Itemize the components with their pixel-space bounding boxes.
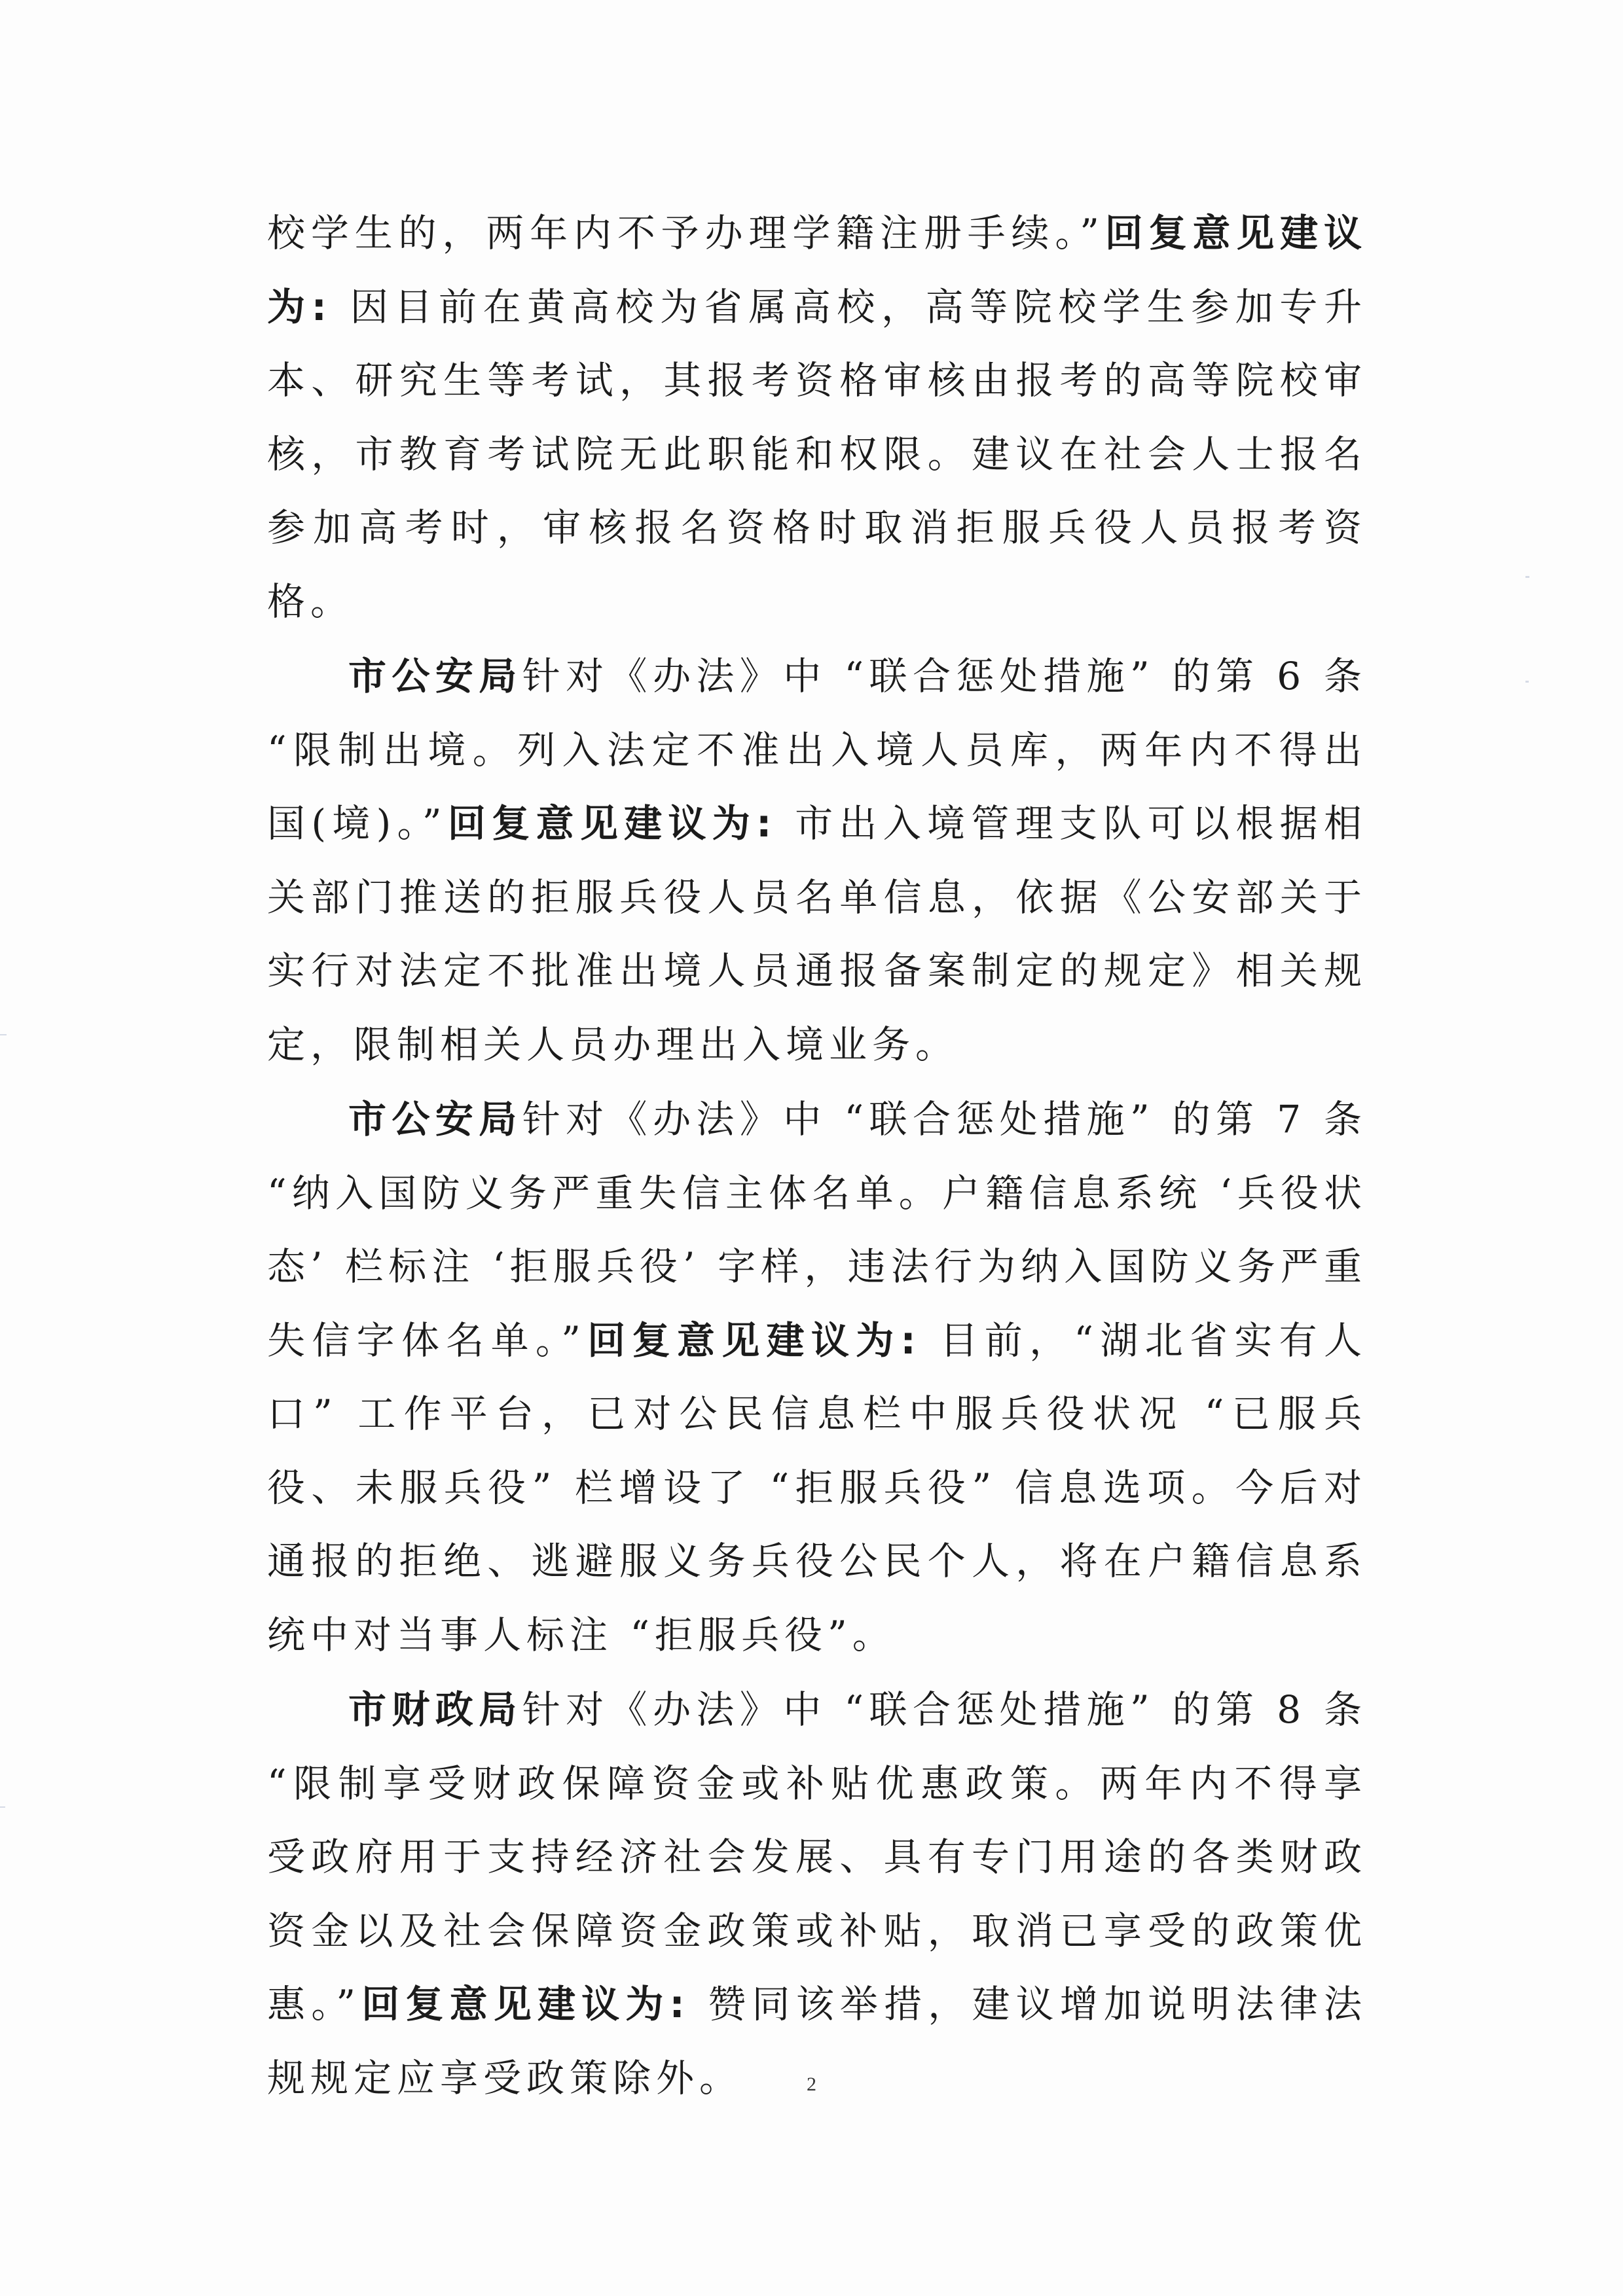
scan-mark-bottom-left bbox=[0, 1806, 5, 1808]
paragraph-4-run-4: 赞同该举措，建议增加说明法律法规规定应享受政策除外。 bbox=[267, 1982, 1367, 2100]
page-number: 2 bbox=[807, 2073, 816, 2095]
paragraph-4 bbox=[267, 1673, 1367, 2115]
paragraph-4-run-2: 针对《办法》中 “联合惩处措施” 的第 8 条 “限制享受财政保障资金或补贴优惠政策。两年内不得享受政府用于支持经济社会发展、具有专门用途的各类财政资金以及社会保障资金政策或补贴，取消已享受的政策优惠。” bbox=[267, 1687, 1367, 2026]
scan-mark-left bbox=[0, 1034, 7, 1035]
paragraph-1-run-3: 因目前在黄高校为省属高校，高等院校学生参加专升本、研究生等考试，其报考资格审核由报考的高等院校审核，市教育考试院无此职能和权限。建议在社会人士报名参加高考时，审核报名资格时取消拒服兵役人员报考资格。 bbox=[267, 284, 1367, 624]
paragraph-3-department: 市公安局 bbox=[348, 1097, 522, 1141]
paragraph-3 bbox=[267, 1083, 1367, 1672]
paragraph-2 bbox=[267, 639, 1367, 1081]
paragraph-3-reply-label: 回复意见建议为: bbox=[585, 1318, 921, 1363]
scan-mark-right-2 bbox=[1525, 681, 1529, 683]
document-body bbox=[267, 196, 1367, 2115]
paragraph-2-run-4: 市出入境管理支队可以根据相关部门推送的拒服兵役人员名单信息，依据《公安部关于实行对法定不批准出境人员通报备案制定的规定》相关规定，限制相关人员办理出入境业务。 bbox=[267, 801, 1367, 1067]
paragraph-3-run-4: 目前，“湖北省实有人口” 工作平台，已对公民信息栏中服兵役状况 “已服兵役、未服兵役” 栏增设了 “拒服兵役” 信息选项。今后对通报的拒绝、逃避服义务兵役公民个人，将在户籍信息系统中对当事人标注 “拒服兵役”。 bbox=[267, 1318, 1367, 1657]
paragraph-1-run-1: 校学生的，两年内不予办理学籍注册手续。” bbox=[267, 211, 1104, 255]
paragraph-4-reply-label: 回复意见建议为: bbox=[361, 1982, 690, 2026]
scan-mark-right-1 bbox=[1525, 576, 1529, 578]
paragraph-2-department: 市公安局 bbox=[348, 654, 522, 698]
paragraph-1-reply-label: 回复意见建议为: bbox=[267, 211, 1367, 329]
paragraph-3-run-2: 针对《办法》中 “联合惩处措施” 的第 7 条 “纳入国防义务严重失信主体名单。户籍信息系统 ‘兵役状态’ 栏标注 ‘拒服兵役’ 字样，违法行为纳入国防义务严重失信字体名单。” bbox=[267, 1097, 1367, 1363]
paragraph-1 bbox=[267, 196, 1367, 638]
paragraph-2-run-2: 针对《办法》中 “联合惩处措施” 的第 6 条 “限制出境。列入法定不准出入境人员库，两年内不得出国(境)。” bbox=[267, 654, 1367, 846]
paragraph-4-department: 市财政局 bbox=[348, 1687, 522, 1732]
paragraph-2-reply-label: 回复意见建议为: bbox=[447, 801, 777, 846]
